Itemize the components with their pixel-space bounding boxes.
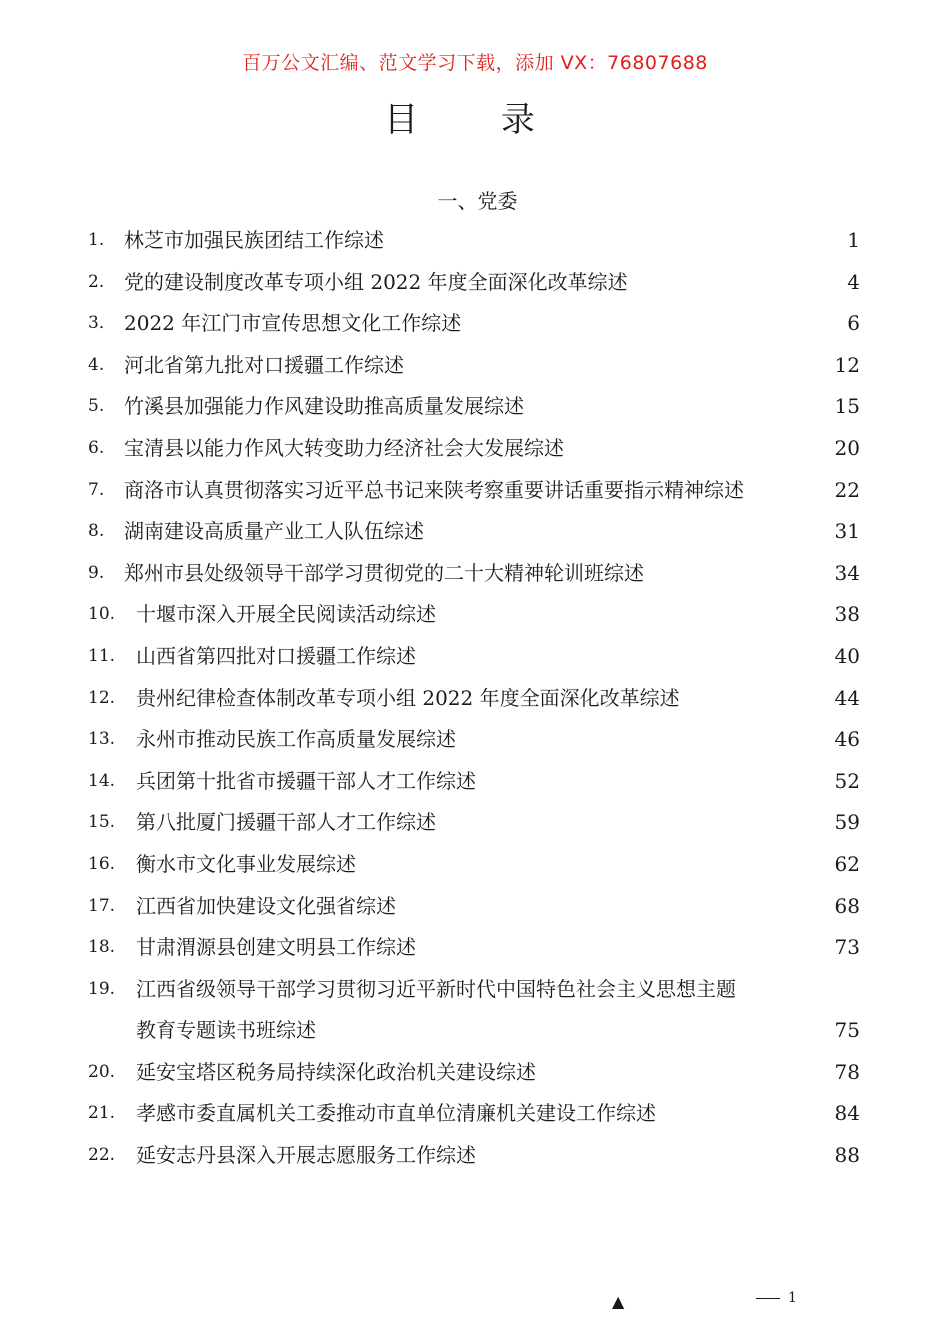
toc-entry-page: 12 bbox=[834, 352, 860, 377]
toc-entry-page: 52 bbox=[834, 768, 860, 793]
toc-entry-number: 12. bbox=[88, 687, 116, 708]
toc-entry-number: 4. bbox=[88, 354, 105, 375]
toc-entry[interactable] bbox=[88, 761, 860, 803]
toc-entry[interactable] bbox=[88, 470, 860, 512]
toc-entry-title: 延安宝塔区税务局持续深化政治机关建设综述 bbox=[136, 1059, 536, 1084]
toc-entry-number: 5. bbox=[88, 396, 105, 417]
toc-entry[interactable] bbox=[88, 678, 860, 720]
toc-entry-number: 9. bbox=[88, 562, 105, 583]
toc-entry-number: 6. bbox=[88, 437, 105, 458]
toc-entry-page: 1 bbox=[847, 228, 860, 252]
watermark-banner: 百万公文汇编、范文学习下载，添加 VX：76807688 bbox=[242, 52, 708, 74]
toc-entry[interactable] bbox=[88, 927, 860, 969]
toc-entry-title: 延安志丹县深入开展志愿服务工作综述 bbox=[136, 1143, 476, 1168]
toc-entry[interactable] bbox=[88, 1093, 860, 1135]
page-title: 目 录 bbox=[384, 100, 571, 140]
table-of-contents bbox=[88, 220, 860, 1177]
toc-entry-page: 38 bbox=[834, 602, 860, 627]
toc-entry-title: 兵团第十批省市援疆干部人才工作综述 bbox=[136, 768, 476, 793]
toc-entry-title: 党的建设制度改革专项小组 2022 年度全面深化改革综述 bbox=[124, 269, 628, 294]
toc-entry[interactable] bbox=[88, 1135, 860, 1177]
toc-entry[interactable] bbox=[88, 303, 860, 345]
toc-entry[interactable] bbox=[88, 1052, 860, 1094]
toc-entry-title: 竹溪县加强能力作风建设助推高质量发展综述 bbox=[124, 394, 524, 419]
toc-entry-page: 46 bbox=[834, 727, 860, 752]
footer-page-number bbox=[756, 1290, 797, 1306]
toc-entry-title: 山西省第四批对口援疆工作综述 bbox=[136, 643, 416, 668]
toc-entry-title: 江西省加快建设文化强省综述 bbox=[136, 893, 396, 918]
footer-dash bbox=[756, 1298, 780, 1299]
toc-entry-title: 甘肃渭源县创建文明县工作综述 bbox=[136, 935, 416, 960]
toc-entry-number: 3． bbox=[88, 313, 116, 334]
toc-entry[interactable] bbox=[88, 594, 860, 636]
toc-entry[interactable] bbox=[88, 636, 860, 678]
toc-entry-title: 衡水市文化事业发展综述 bbox=[136, 851, 356, 876]
toc-entry-title: 宝清县以能力作风大转变助力经济社会大发展综述 bbox=[124, 435, 564, 460]
toc-entry[interactable] bbox=[88, 220, 860, 262]
toc-entry-number: 10. bbox=[88, 604, 116, 625]
toc-entry-title: 十堰市深入开展全民阅读活动综述 bbox=[136, 602, 436, 627]
footer-mark-icon: ▲ bbox=[612, 1292, 625, 1311]
section-heading: 一、党委 bbox=[437, 189, 518, 213]
toc-entry-title: 江西省级领导干部学习贯彻习近平新时代中国特色社会主义思想主题 bbox=[136, 976, 736, 1001]
toc-entry-title: 河北省第九批对口援疆工作综述 bbox=[124, 352, 404, 377]
toc-entry[interactable] bbox=[88, 553, 860, 595]
toc-entry-page: 44 bbox=[834, 685, 860, 710]
toc-entry[interactable] bbox=[88, 719, 860, 761]
toc-entry-title: 2022 年江门市宣传思想文化工作综述 bbox=[124, 311, 462, 336]
toc-entry-title: 商洛市认真贯彻落实习近平总书记来陕考察重要讲话重要指示精神综述 bbox=[124, 477, 744, 502]
toc-entry-number: 13. bbox=[88, 729, 116, 750]
toc-entry-page: 20 bbox=[834, 435, 860, 460]
toc-entry-number: 1. bbox=[88, 230, 105, 250]
toc-entry-page: 4 bbox=[847, 269, 860, 294]
toc-entry-number: 18. bbox=[88, 937, 116, 958]
toc-entry-page: 68 bbox=[834, 893, 860, 918]
toc-entry-page: 15 bbox=[834, 394, 860, 419]
toc-entry-number: 2. bbox=[88, 271, 105, 292]
toc-entry-title: 林芝市加强民族团结工作综述 bbox=[124, 228, 384, 252]
toc-entry-number: 21. bbox=[88, 1103, 116, 1124]
toc-entry-number: 19. bbox=[88, 978, 116, 999]
toc-entry-number: 17. bbox=[88, 895, 116, 916]
toc-entry-number: 16. bbox=[88, 853, 116, 874]
footer-page-value: 1 bbox=[788, 1290, 797, 1306]
toc-entry[interactable] bbox=[88, 844, 860, 886]
toc-entry-number: 14. bbox=[88, 770, 116, 791]
toc-entry[interactable] bbox=[88, 345, 860, 387]
toc-entry-title: 郑州市县处级领导干部学习贯彻党的二十大精神轮训班综述 bbox=[124, 560, 644, 585]
toc-entry[interactable] bbox=[88, 386, 860, 428]
toc-entry-title: 教育专题读书班综述 bbox=[136, 1018, 316, 1043]
toc-entry-page: 59 bbox=[834, 810, 860, 835]
toc-entry-title: 贵州纪律检查体制改革专项小组 2022 年度全面深化改革综述 bbox=[136, 685, 680, 710]
toc-entry-page: 34 bbox=[834, 560, 860, 585]
toc-entry-page: 88 bbox=[834, 1143, 860, 1168]
toc-entry[interactable] bbox=[88, 511, 860, 553]
toc-entry-page: 73 bbox=[834, 935, 860, 960]
toc-entry[interactable] bbox=[88, 886, 860, 928]
toc-entry-number: 11. bbox=[88, 645, 116, 666]
toc-entry-page: 78 bbox=[834, 1059, 860, 1084]
toc-entry-title: 湖南建设高质量产业工人队伍综述 bbox=[124, 519, 424, 544]
toc-entry-page: 40 bbox=[834, 643, 860, 668]
toc-entry-page: 75 bbox=[834, 1018, 860, 1043]
toc-entry-title: 第八批厦门援疆干部人才工作综述 bbox=[136, 810, 436, 835]
toc-entry[interactable] bbox=[88, 802, 860, 844]
toc-entry-page: 62 bbox=[834, 851, 860, 876]
toc-entry-number: 7. bbox=[88, 479, 105, 500]
toc-entry-number: 20. bbox=[88, 1061, 116, 1082]
toc-entry[interactable] bbox=[88, 428, 860, 470]
toc-entry-title: 孝感市委直属机关工委推动市直单位清廉机关建设工作综述 bbox=[136, 1101, 656, 1126]
toc-entry-page: 22 bbox=[834, 477, 860, 502]
toc-entry-number: 22. bbox=[88, 1145, 116, 1166]
toc-entry-page: 31 bbox=[834, 519, 860, 544]
toc-entry-title: 永州市推动民族工作高质量发展综述 bbox=[136, 727, 456, 752]
toc-entry-number: 8. bbox=[88, 521, 105, 542]
toc-entry[interactable] bbox=[88, 262, 860, 304]
toc-entry-number: 15. bbox=[88, 812, 116, 833]
toc-entry-page: 6 bbox=[847, 311, 860, 336]
toc-entry[interactable] bbox=[88, 1010, 860, 1052]
toc-entry-page: 84 bbox=[834, 1101, 860, 1126]
toc-entry[interactable] bbox=[88, 969, 860, 1011]
